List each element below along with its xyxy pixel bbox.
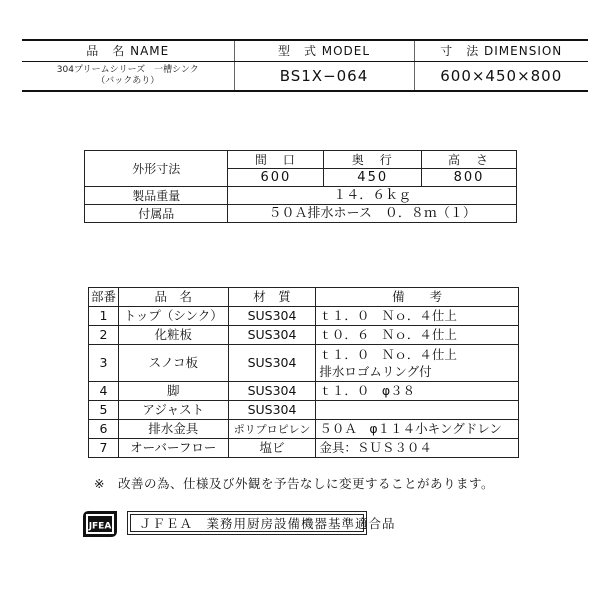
product-header-table	[22, 39, 588, 92]
part-material: SUS304	[228, 401, 316, 420]
accessory-value: ５０Ａ排水ホース ０．８ｍ（１）	[228, 205, 517, 223]
accessory-label: 付属品	[85, 205, 228, 223]
depth-value: 450	[324, 169, 422, 187]
part-material: SUS304	[228, 382, 316, 401]
spec-row-dim-labels	[85, 151, 517, 169]
parts-name-header: 品 名	[118, 288, 228, 307]
part-name: オーバーフロー	[118, 439, 228, 458]
weight-value: １４．６ｋｇ	[228, 187, 517, 205]
part-no: 4	[89, 382, 119, 401]
spec-row-weight	[85, 187, 517, 205]
part-remarks: ５０Ａ φ１１４小キングドレン	[316, 420, 519, 439]
spec-row-accessory	[85, 205, 517, 223]
header-values-row	[22, 62, 588, 92]
jfea-logo-icon	[83, 510, 117, 538]
part-name: 脚	[118, 382, 228, 401]
table-row	[89, 326, 519, 345]
part-no: 2	[89, 326, 119, 345]
part-material: SUS304	[228, 345, 316, 382]
width-label: 間 口	[228, 151, 324, 169]
table-row	[89, 307, 519, 326]
parts-header-row	[89, 288, 519, 307]
part-name: 排水金具	[118, 420, 228, 439]
part-name: トップ（シンク）	[118, 307, 228, 326]
height-label: 高 さ	[422, 151, 517, 169]
outer-dimension-label: 外形寸法	[85, 151, 228, 187]
part-no: 7	[89, 439, 119, 458]
parts-material-header: 材 質	[228, 288, 316, 307]
table-row	[89, 420, 519, 439]
table-row	[89, 401, 519, 420]
part-no: 1	[89, 307, 119, 326]
product-name	[22, 62, 234, 92]
part-name: スノコ板	[118, 345, 228, 382]
height-value: 800	[422, 169, 517, 187]
certification-box	[127, 511, 396, 535]
table-row	[89, 345, 519, 382]
part-remarks: ｔ０．６ Ｎｏ．４仕上	[316, 326, 519, 345]
part-name: アジャスト	[118, 401, 228, 420]
part-material: SUS304	[228, 307, 316, 326]
product-name-line1: 304プリームシリーズ 一槽シンク	[56, 65, 199, 75]
parts-remarks-header: 備 考	[316, 288, 519, 307]
part-no: 5	[89, 401, 119, 420]
part-remarks: ｔ１．０ Ｎｏ．４仕上	[316, 307, 519, 326]
width-value: 600	[228, 169, 324, 187]
jfea-logo-text: JFEA	[88, 521, 112, 532]
part-remarks: ｔ１．０ φ３８	[316, 382, 519, 401]
product-name-line2: （バックあり）	[96, 76, 160, 86]
part-remarks-line1: ｔ１．０ Ｎｏ．４仕上	[319, 347, 457, 362]
part-remarks: 金具：ＳＵＳ３０４	[316, 439, 519, 458]
weight-label: 製品重量	[85, 187, 228, 205]
part-material: 塩ビ	[228, 439, 316, 458]
header-labels-row	[22, 40, 588, 62]
depth-label: 奥 行	[324, 151, 422, 169]
dimension-label: 寸 法 DIMENSION	[414, 40, 588, 62]
part-remarks	[316, 401, 519, 420]
model-value: BS1X−064	[234, 62, 414, 92]
certification-text: ＪＦＥＡ 業務用厨房設備機器基準適合品	[130, 514, 364, 532]
spec-table	[84, 150, 517, 223]
table-row	[89, 439, 519, 458]
part-remarks	[316, 345, 519, 382]
part-no: 6	[89, 420, 119, 439]
dimension-value: 600×450×800	[414, 62, 588, 92]
part-material: ポリプロピレン	[228, 420, 316, 439]
part-material: SUS304	[228, 326, 316, 345]
name-label: 品 名 NAME	[22, 40, 234, 62]
part-name: 化粧板	[118, 326, 228, 345]
part-no: 3	[89, 345, 119, 382]
model-label: 型 式 MODEL	[234, 40, 414, 62]
part-remarks-line2: 排水ロゴムリング付	[319, 364, 432, 379]
change-notice: ※ 改善の為、仕様及び外観を予告なしに変更することがあります。	[94, 476, 494, 491]
table-row	[89, 382, 519, 401]
parts-table	[88, 287, 519, 458]
parts-no-header: 部番	[89, 288, 119, 307]
